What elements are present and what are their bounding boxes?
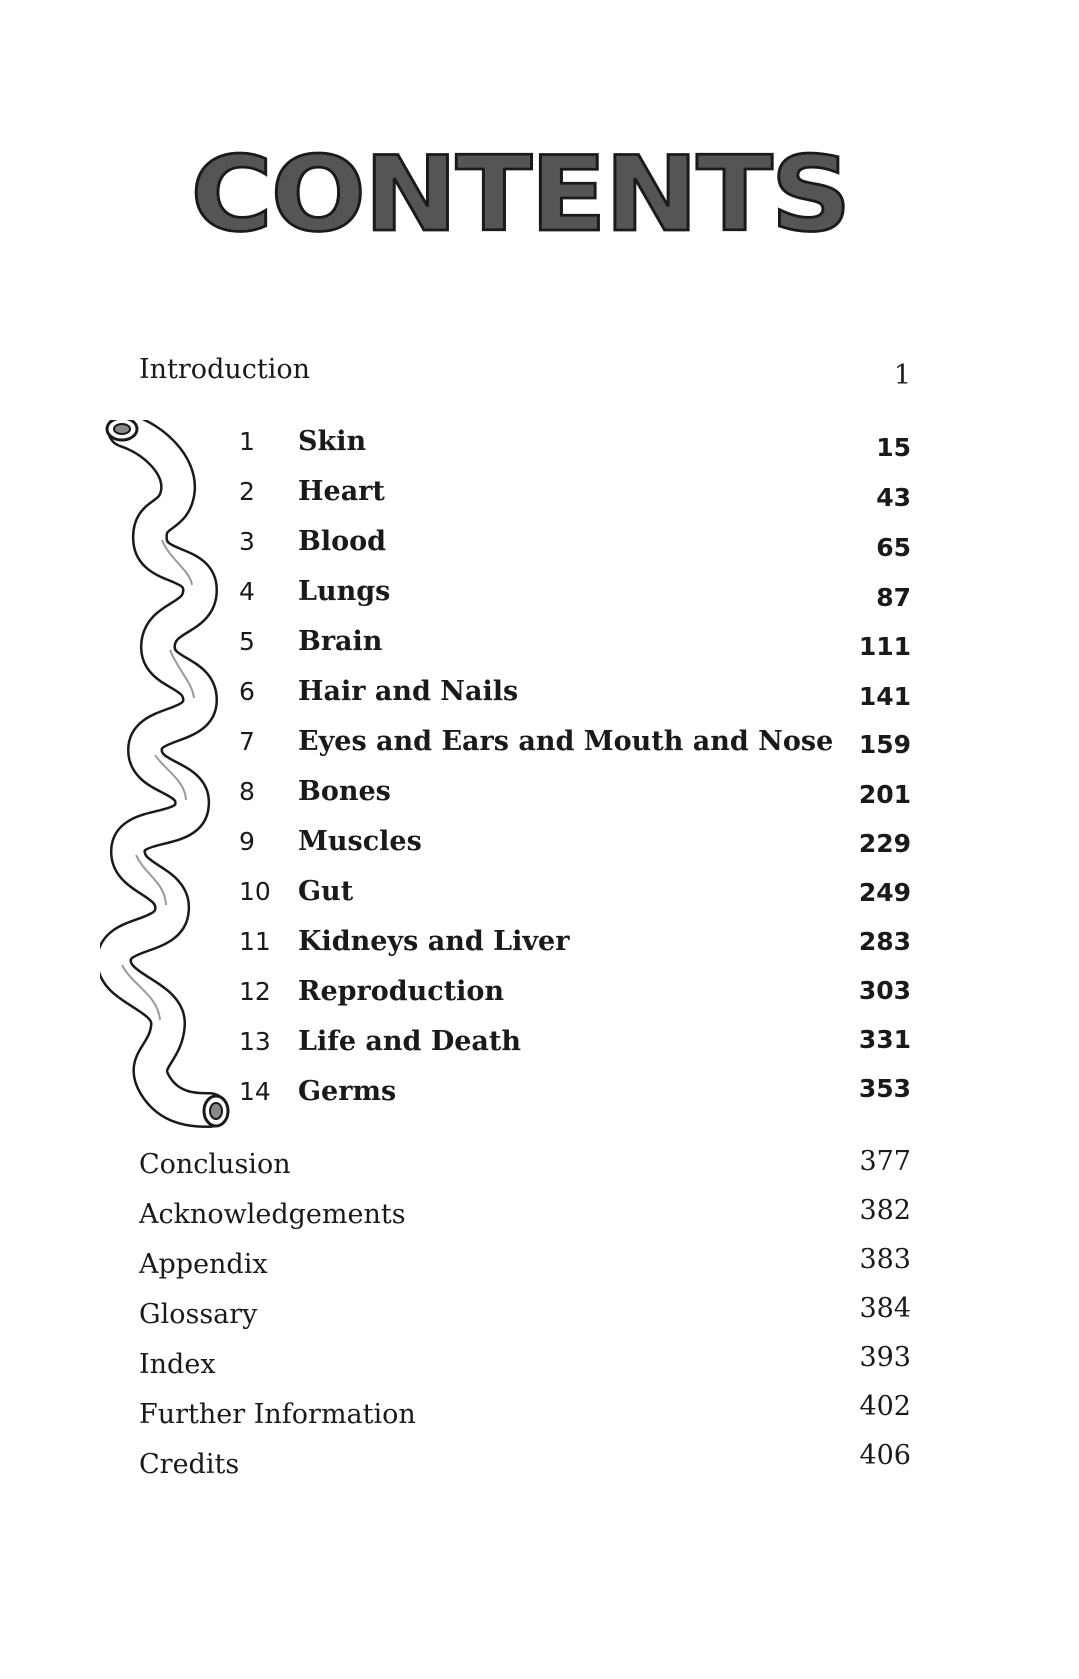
toc-entry-glossary[interactable]: [0, 1295, 1079, 1335]
chapter-page: 159: [858, 730, 911, 759]
chapter-number: 1: [239, 427, 255, 456]
toc-chapter-14[interactable]: [0, 1072, 1079, 1112]
toc-chapter-11[interactable]: [0, 922, 1079, 962]
chapter-page: 303: [858, 976, 911, 1005]
chapter-title: Reproduction: [298, 976, 505, 1007]
chapter-number: 11: [239, 927, 271, 956]
toc-entry-further-information[interactable]: [0, 1391, 1079, 1435]
chapter-number: 7: [239, 727, 255, 756]
toc-chapter-3[interactable]: [0, 522, 1079, 562]
chapter-page: 353: [858, 1074, 911, 1103]
chapter-page: 201: [858, 780, 911, 809]
chapter-title: Hair and Nails: [298, 676, 519, 707]
toc-entry-label: Index: [139, 1349, 216, 1380]
toc-entry-page: 384: [859, 1293, 911, 1324]
toc-entry-page: 383: [859, 1244, 911, 1275]
chapter-page: 283: [858, 927, 911, 956]
toc-entry-credits[interactable]: [0, 1440, 1079, 1485]
chapter-title: Kidneys and Liver: [298, 926, 570, 957]
toc-chapter-5[interactable]: [0, 622, 1079, 662]
toc-entry-page: 402: [859, 1391, 911, 1422]
toc-entry-label: Glossary: [139, 1299, 258, 1330]
toc-chapter-12[interactable]: [0, 972, 1079, 1012]
toc-entry-label: Introduction: [139, 354, 310, 385]
chapter-page: 111: [858, 632, 911, 661]
chapter-title: Heart: [298, 476, 385, 507]
toc-entry-appendix[interactable]: [0, 1245, 1079, 1285]
chapter-title: Germs: [298, 1076, 397, 1107]
toc-chapter-2[interactable]: [0, 472, 1079, 512]
chapter-number: 5: [239, 627, 255, 656]
toc-entry-label: Further Information: [139, 1399, 416, 1430]
chapter-title: Life and Death: [298, 1026, 522, 1057]
chapter-page: 43: [876, 483, 911, 512]
chapter-page: 141: [858, 682, 911, 711]
toc-entry-label: Credits: [139, 1449, 240, 1480]
toc-entry-index[interactable]: [0, 1342, 1079, 1385]
chapter-page: 87: [876, 583, 911, 612]
toc-entry-conclusion[interactable]: [0, 1145, 1079, 1185]
chapter-title: Brain: [298, 626, 383, 657]
chapter-title: Eyes and Ears and Mouth and Nose: [298, 726, 834, 757]
chapter-page: 249: [858, 878, 911, 907]
chapter-title: Blood: [298, 526, 386, 557]
chapter-title: Bones: [298, 776, 391, 807]
toc-entry-page: 406: [859, 1440, 911, 1471]
toc-entry-introduction[interactable]: [0, 350, 1079, 390]
chapter-number: 10: [239, 877, 271, 906]
toc-chapter-7[interactable]: [0, 722, 1079, 762]
chapter-title: Skin: [298, 426, 367, 457]
toc-entry-label: Appendix: [139, 1249, 268, 1280]
chapter-number: 14: [239, 1077, 271, 1106]
chapter-number: 3: [239, 527, 255, 556]
toc-chapter-4[interactable]: [0, 572, 1079, 612]
toc-entry-page: 393: [859, 1342, 911, 1373]
toc-entry-page: 382: [859, 1195, 911, 1226]
toc-entry-page: 377: [859, 1146, 911, 1177]
page-title: CONTENTS: [190, 135, 850, 255]
toc-entry-acknowledgements[interactable]: [0, 1195, 1079, 1235]
toc-chapter-8[interactable]: [0, 772, 1079, 812]
chapter-number: 13: [239, 1027, 271, 1056]
toc-chapter-6[interactable]: [0, 672, 1079, 712]
chapter-page: 331: [858, 1025, 911, 1054]
chapter-title: Gut: [298, 876, 354, 907]
toc-chapter-9[interactable]: [0, 822, 1079, 862]
toc-chapter-13[interactable]: [0, 1022, 1079, 1062]
toc-entry-page: 1: [893, 360, 911, 391]
chapter-number: 9: [239, 827, 255, 856]
chapter-page: 65: [876, 533, 911, 562]
chapter-number: 12: [239, 977, 271, 1006]
toc-chapter-1[interactable]: [0, 422, 1079, 462]
chapter-page: 229: [858, 829, 911, 858]
chapter-page: 15: [876, 433, 911, 462]
toc-chapter-10[interactable]: [0, 872, 1079, 912]
chapter-number: 2: [239, 477, 255, 506]
chapter-number: 6: [239, 677, 255, 706]
chapter-number: 8: [239, 777, 255, 806]
toc-entry-label: Acknowledgements: [139, 1199, 406, 1230]
toc-entry-label: Conclusion: [139, 1149, 291, 1180]
chapter-number: 4: [239, 577, 255, 606]
chapter-title: Lungs: [298, 576, 391, 607]
chapter-title: Muscles: [298, 826, 422, 857]
